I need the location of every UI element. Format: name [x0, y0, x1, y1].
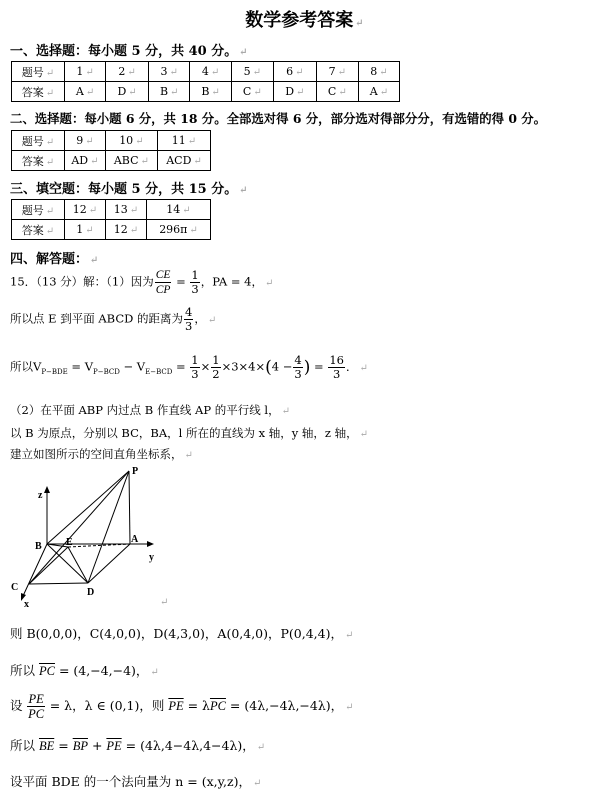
question-number: 3 ↵ [149, 62, 190, 82]
q15-part2-line1: （2）在平面 ABP 内过点 B 作直线 AP 的平行线 l， ↵ [10, 403, 290, 417]
question-number: 14 ↵ [147, 200, 211, 220]
q15-be-line: 所以 $\overline{BE} = \overline{BP} + \overline{PE} = (4\lambda,4-4\lambda,4-4\lambda)$， ↵ [10, 738, 266, 753]
coordinate-system-figure [8, 462, 183, 612]
question-number: 12 ↵ [65, 200, 106, 220]
section2-answer-table [11, 130, 211, 171]
q15-lambda-line: 设 $\frac{PE}{PC}$ = λ，λ ∈ (0,1)，则 $\overline{PE} = \lambda\overline{PC} = (4\lambda,-4\lambda,-4\lambda)$， ↵ [10, 692, 354, 721]
section3-answer-table [11, 199, 211, 240]
q15-coordinates-line: 则 B(0,0,0)，C(4,0,0)，D(4,3,0)，A(0,4,0)，P(0,4,4)， ↵ [10, 626, 354, 641]
answer-cell: C ↵ [231, 82, 273, 102]
table-row [12, 131, 211, 151]
question-number: 2 ↵ [106, 62, 149, 82]
answer-cell: ACD ↵ [158, 151, 211, 171]
table-row [12, 220, 211, 240]
row-label: 答案 ↵ [12, 151, 65, 171]
answer-cell: ABC ↵ [105, 151, 157, 171]
row-label: 题号 ↵ [12, 131, 65, 151]
page-title: 数学参考答案 ↵ [245, 10, 364, 31]
q15-normal-line: 设平面 BDE 的一个法向量为 n = (x,y,z)， ↵ [10, 774, 262, 789]
row-label: 答案 ↵ [12, 82, 65, 102]
label-c: C [11, 582, 19, 593]
question-number: 8 ↵ [358, 62, 399, 82]
table-row [12, 62, 400, 82]
q15-part2-line3: 建立如图所示的空间直角坐标系， ↵ [10, 447, 193, 461]
answer-cell: 296π ↵ [147, 220, 211, 240]
answer-cell: AD ↵ [65, 151, 106, 171]
label-e: E [66, 537, 73, 548]
table-row [12, 200, 211, 220]
answer-cell: A ↵ [358, 82, 399, 102]
question-number: 9 ↵ [65, 131, 106, 151]
table-row [12, 151, 211, 171]
q15-volume-line: 所以$V_{P-BDE} = V_{P-BCD} - V_{E-BCD}$ = $\frac{1}{3}$ × $\frac{1}{2}$ ×3×4×(4 − $\frac{4}{3}$ ) = $\frac{16}{3}$ ． ↵ [10, 353, 368, 381]
question-number: 10 ↵ [105, 131, 157, 151]
q15-part2-line2: 以 B 为原点，分别以 BC，BA，l 所在的直线为 x 轴，y 轴，z 轴， ↵ [10, 426, 369, 440]
q15-distance-line: 所以点 E 到平面 ABCD 的距离为 $\frac{4}{3}$ ， ↵ [10, 305, 217, 333]
section2-heading: 二、选择题：每小题 6 分，共 18 分。全部选对得 6 分，部分选对得部分分，有选错的得 0 分。 [10, 111, 547, 126]
section3-heading: 三、填空题：每小题 5 分，共 15 分。 ↵ [10, 182, 248, 197]
label-z: z [38, 490, 43, 501]
answer-cell: A ↵ [65, 82, 106, 102]
label-b: B [35, 541, 42, 552]
label-d: D [87, 587, 95, 598]
distance-fraction: $\frac{4}{3}$ [185, 305, 193, 333]
table-row [12, 82, 400, 102]
q15-given-line: 15．（13 分）解：（1）因为 $\frac{CE}{CP}$ = $\frac{1}{3}$ ，PA = 4， ↵ [10, 268, 274, 296]
section4-heading: 四、解答题： ↵ [10, 252, 99, 267]
label-p: P [132, 466, 139, 477]
question-number: 4 ↵ [190, 62, 231, 82]
section1-heading: 一、选择题：每小题 5 分，共 40 分。 ↵ [10, 44, 248, 59]
ratio-value-fraction: $\frac{1}{3}$ [191, 268, 199, 296]
question-number: 7 ↵ [316, 62, 358, 82]
question-number: 13 ↵ [106, 200, 147, 220]
row-label: 题号 ↵ [12, 62, 65, 82]
answer-cell: B ↵ [190, 82, 231, 102]
label-a: A [131, 534, 139, 545]
question-number: 5 ↵ [231, 62, 273, 82]
ratio-fraction: $\frac{CE}{CP}$ [155, 269, 171, 296]
answer-cell: 12 ↵ [106, 220, 147, 240]
label-y: y [149, 552, 154, 563]
answer-cell: C ↵ [316, 82, 358, 102]
question-number: 1 ↵ [65, 62, 106, 82]
label-x: x [24, 599, 29, 610]
answer-cell: D ↵ [106, 82, 149, 102]
section1-answer-table [11, 61, 400, 102]
row-label: 题号 ↵ [12, 200, 65, 220]
answer-cell: 1 ↵ [65, 220, 106, 240]
question-number: 6 ↵ [273, 62, 316, 82]
row-label: 答案 ↵ [12, 220, 65, 240]
answer-cell: D ↵ [273, 82, 316, 102]
answer-cell: B ↵ [149, 82, 190, 102]
question-number: 11 ↵ [158, 131, 211, 151]
q15-pc-line: 所以 $\overline{PC} = (4,-4,-4)$， ↵ [10, 663, 159, 678]
